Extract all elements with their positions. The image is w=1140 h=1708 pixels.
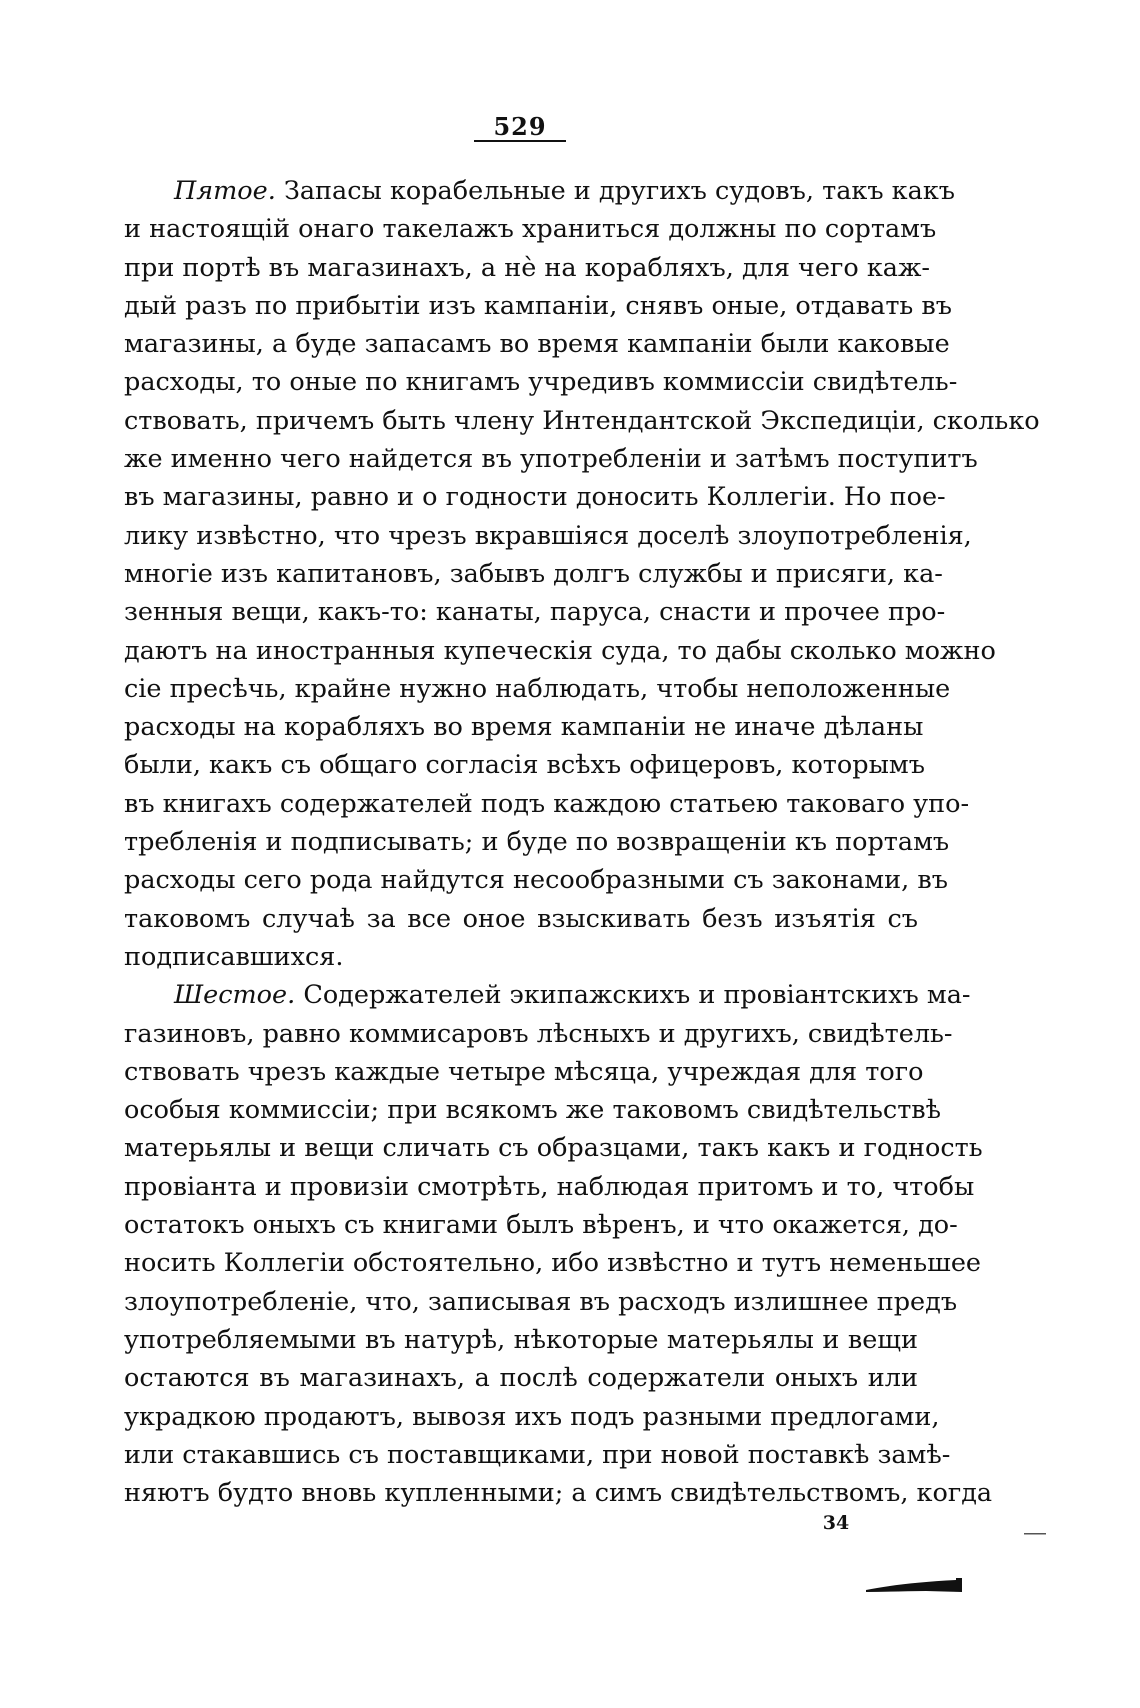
paragraph-1-line: подписавшихся. — [124, 941, 344, 972]
paragraph-1-line: магазины, а буде запасамъ во время кампаніи были каковые — [124, 329, 950, 360]
body-text — [124, 172, 1040, 1512]
paragraph-1-line: дый разъ по прибытіи изъ кампаніи, снявъ оные, отдавать въ — [124, 290, 953, 321]
paragraph-1-line: ствовать, причемъ быть члену Интендантской Экспедиціи, сколько — [124, 405, 1040, 436]
paragraph-2-line: особыя коммиссіи; при всякомъ же таковомъ свидѣтельствѣ — [124, 1095, 942, 1126]
paragraph-1-line: были, какъ съ общаго согласія всѣхъ офицеровъ, которымъ — [124, 750, 925, 781]
line-text: Содержателей экипажскихъ и провіантскихъ ма- — [303, 980, 971, 1011]
paragraph-1-line: даютъ на иностранныя купеческія суда, то дабы сколько можно — [124, 635, 996, 666]
paragraph-2-line: матерьялы и вещи сличать съ образцами, такъ какъ и годность — [124, 1133, 983, 1164]
paragraph-2-line: провіанта и провизіи смотрѣть, наблюдая притомъ и то, чтобы — [124, 1171, 975, 1202]
page-number-rule — [474, 140, 566, 142]
paragraph-2-line: ствовать чрезъ каждые четыре мѣсяца, учреждая для того — [124, 1056, 924, 1087]
paragraph-1-line: многіе изъ капитановъ, забывъ долгъ службы и присяги, ка- — [124, 558, 943, 589]
page-number: 529 — [493, 112, 547, 141]
paragraph-2-line: злоупотребленіе, что, записывая въ расходъ излишнее предъ — [124, 1286, 958, 1317]
paragraph-1-line: въ магазины, равно и о годности доносить Коллегіи. Но пое- — [124, 482, 946, 513]
paragraph-1-line: лику извѣстно, что чрезъ вкравшіяся доселѣ злоупотребленія, — [124, 520, 972, 551]
signature-mark: 34 — [822, 1512, 850, 1534]
paragraph-2-line: остатокъ оныхъ съ книгами былъ вѣренъ, и что окажется, до- — [124, 1210, 958, 1241]
paragraph-2-line: няютъ будто вновь купленными; а симъ свидѣтельствомъ, когда — [124, 1478, 993, 1509]
paragraph-1-line: таковомъ случаѣ за все оное взыскивать безъ изъятія съ — [124, 903, 918, 934]
paragraph-1-line: расходы на корабляхъ во время кампаніи не иначе дѣланы — [124, 712, 924, 743]
paragraph-1-line: и настоящій онаго такелажъ храниться должны по сортамъ — [124, 214, 937, 245]
paragraph-2-line: или стакавшись съ поставщиками, при новой поставкѣ замѣ- — [124, 1439, 951, 1470]
paragraph-1-line: расходы сего рода найдутся несообразными съ законами, въ — [124, 865, 948, 896]
paragraph-1-line: зенныя вещи, какъ-то: канаты, паруса, снасти и прочее про- — [124, 597, 946, 628]
torn-edge-mark — [866, 1578, 962, 1594]
paragraph-1-line: сіе пресѣчь, крайне нужно наблюдать, чтобы неположенные — [124, 673, 951, 704]
paragraph-2-line: употребляемыми въ натурѣ, нѣкоторые матерьялы и вещи — [124, 1324, 918, 1355]
paragraph-1-line: въ книгахъ содержателей подъ каждою статьею таковаго упо- — [124, 788, 970, 819]
paragraph-2-lead: Шестое. — [174, 980, 296, 1011]
paragraph-1-line: расходы, то оные по книгамъ учредивъ коммиссіи свидѣтель- — [124, 367, 958, 398]
paragraph-2-line-1 — [124, 976, 971, 1014]
paragraph-2-line: остаются въ магазинахъ, а послѣ содержатели оныхъ или — [124, 1363, 918, 1394]
paragraph-1-line: при портѣ въ магазинахъ, а нѐ на корабляхъ, для чего каж- — [124, 252, 931, 283]
paragraph-1-line-1 — [124, 172, 955, 210]
paragraph-2-line: носить Коллегіи обстоятельно, ибо извѣстно и тутъ неменьшее — [124, 1248, 982, 1279]
margin-tick-mark — [1024, 1532, 1046, 1536]
paragraph-1-lead: Пятое. — [174, 176, 276, 206]
paragraph-2-line: газиновъ, равно коммисаровъ лѣсныхъ и другихъ, свидѣтель- — [124, 1018, 953, 1049]
paragraph-1-line: же именно чего найдется въ употребленіи и затѣмъ поступитъ — [124, 444, 978, 475]
line-text: Запасы корабельные и другихъ судовъ, такъ какъ — [283, 176, 955, 206]
paragraph-2-line: украдкою продаютъ, вывозя ихъ подъ разными предлогами, — [124, 1401, 940, 1432]
paragraph-1-line: требленія и подписывать; и буде по возвращеніи къ портамъ — [124, 827, 950, 858]
